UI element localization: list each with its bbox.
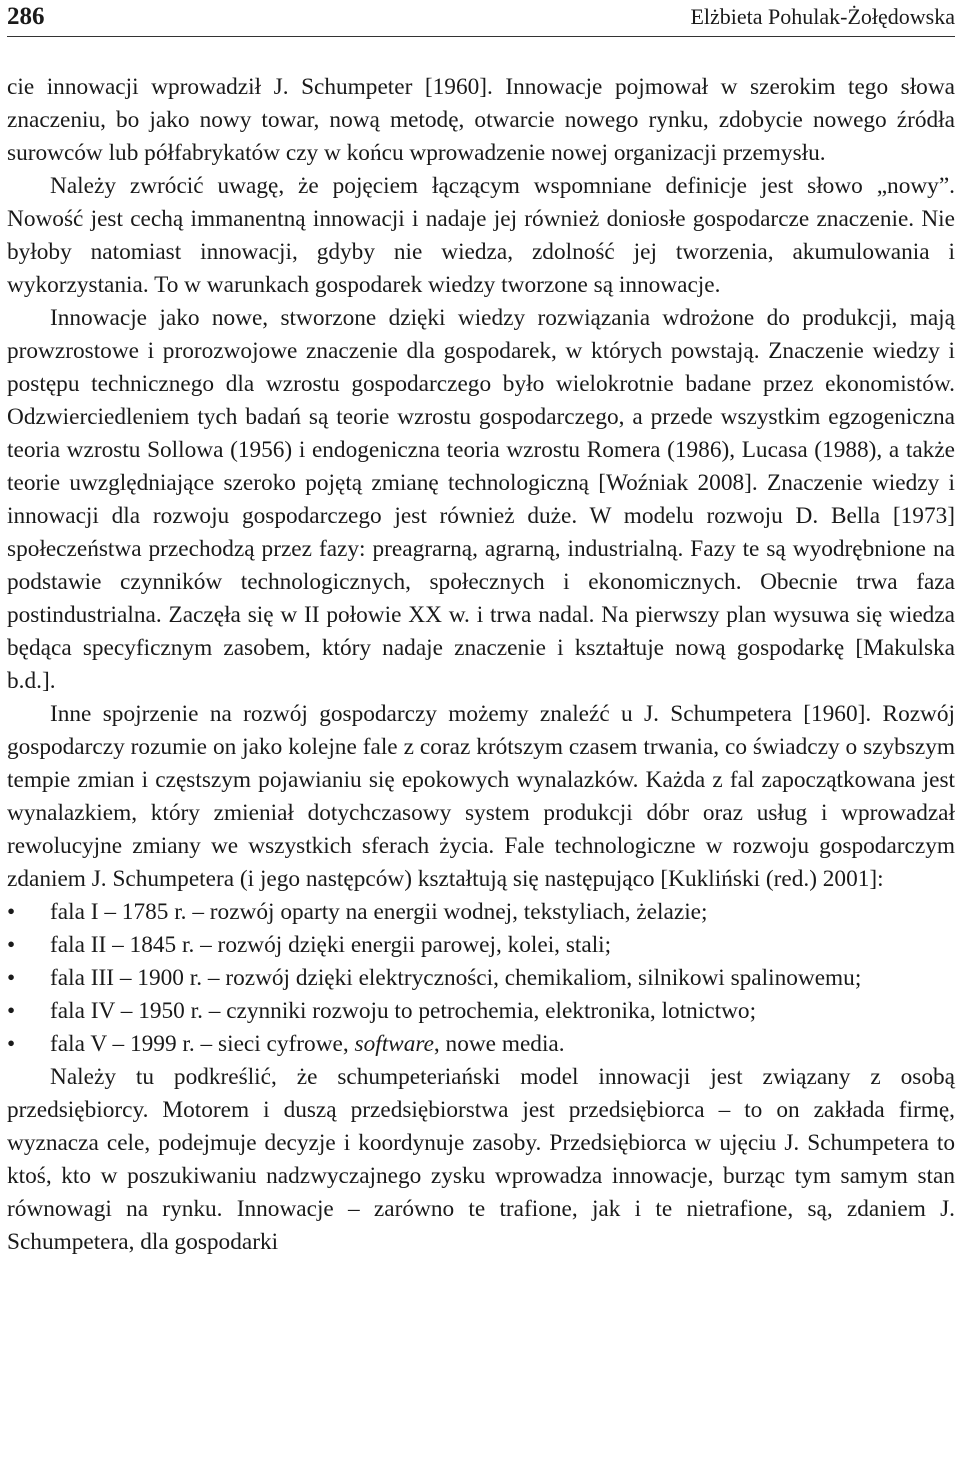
- document-page: [7, 0, 955, 1259]
- running-header: [7, 0, 955, 37]
- list-item-text: fala IV – 1950 r. – czynniki rozwoju to petrochemia, elektronika, lotnictwo;: [50, 998, 757, 1024]
- technology-waves-list: [7, 896, 955, 1061]
- bullet-icon: •: [7, 998, 16, 1024]
- paragraph-1: cie innowacji wprowadził J. Schumpeter [1960]. Innowacje pojmował w szerokim tego słowa znaczeniu, bo jako nowy towar, nową metodę, otwarcie nowego rynku, zdobycie nowego źródła surowców lub półfabrykatów czy w końcu wprowadzenie nowej organizacji przemysłu.: [7, 74, 955, 166]
- list-item-text: fala I – 1785 r. – rozwój oparty na energii wodnej, tekstyliach, żelazie;: [50, 899, 708, 925]
- paragraph-3: Innowacje jako nowe, stworzone dzięki wiedzy rozwiązania wdrożone do produkcji, mają prowzrostowe i prorozwojowe znaczenie dla gospodarek, w których powstają. Znaczenie wiedzy i postępu technicznego dla wzrostu gospodarczego było wielokrotnie badane przez ekonomistów. Odzwierciedleniem tych badań są teorie wzrostu gospodarczego, a przede wszystkim egzogeniczna teoria wzrostu Sollowa (1956) i endogeniczna teoria wzrostu Romera (1986), Lucasa (1988), a także teorie uwzględniające szeroko pojętą zmianę technologiczną [Woźniak 2008]. Znaczenie wiedzy i innowacji dla rozwoju gospodarczego jest również duże. W modelu rozwoju D. Bella [1973] społeczeństwa przechodzą przez fazy: preagrarną, agrarną, industrialną. Fazy te są wyodrębnione na podstawie czynników technologicznych, społecznych i ekonomicznych. Obecnie trwa faza postindustrialna. Zaczęła się w II połowie XX w. i trwa nadal. Na pierwszy plan wysuwa się wiedza będąca specyficznym zasobem, który nadaje znaczenie i kształtuje nową gospodarkę [Makulska b.d.].: [7, 305, 955, 694]
- paragraph-4: Inne spojrzenie na rozwój gospodarczy możemy znaleźć u J. Schumpetera [1960]. Rozwój gospodarczy rozumie on jako kolejne fale z coraz krótszym czasem trwania, co świadczy o szybszym tempie zmian i częstszym pojawianiu się epokowych wynalazków. Każda z fal zapoczątkowana jest wynalazkiem, który zmieniał dotychczasowy system produkcji dóbr oraz usług i wprowadzał rewolucyjne zmiany we wszystkich sferach życia. Fale technologiczne w rozwoju gospodarczym zdaniem J. Schumpetera (i jego następców) kształtują się następująco [Kukliński (red.) 2001]:: [7, 701, 955, 892]
- bullet-icon: •: [7, 932, 16, 958]
- list-item-text: fala II – 1845 r. – rozwój dzięki energii parowej, kolei, stali;: [50, 932, 612, 958]
- list-item: [7, 929, 955, 962]
- paragraph-2: Należy zwrócić uwagę, że pojęciem łączącym wspomniane definicje jest słowo „nowy”. Nowość jest cechą immanentną innowacji i nadaje jej również doniosłe gospodarcze znaczenie. Nie byłoby natomiast innowacji, gdyby nie wiedza, zdolność jej tworzenia, akumulowania i wykorzystania. To w warunkach gospodarek wiedzy tworzone są innowacje.: [7, 173, 955, 298]
- list-item: [7, 896, 955, 929]
- list-item-text: fala III – 1900 r. – rozwój dzięki elektryczności, chemikaliom, silnikowi spalinowemu;: [50, 965, 862, 991]
- list-item-text-start: fala V – 1999 r. – sieci cyfrowe,: [50, 1031, 355, 1057]
- list-item-text-end: , nowe media.: [433, 1031, 565, 1057]
- list-item: [7, 962, 955, 995]
- list-item: [7, 995, 955, 1028]
- bullet-icon: •: [7, 899, 16, 925]
- running-head-author: Elżbieta Pohulak-Żołędowska: [690, 4, 955, 29]
- bullet-icon: •: [7, 965, 16, 991]
- paragraph-5: Należy tu podkreślić, że schumpeteriański model innowacji jest związany z osobą przedsiębiorcy. Motorem i duszą przedsiębiorstwa jest przedsiębiorca – to on zakłada firmę, wyznacza cele, podejmuje decyzje i koordynuje zasoby. Przedsiębiorca w ujęciu J. Schumpetera to ktoś, kto w poszukiwaniu nadzwyczajnego zysku wprowadza innowacje, burząc tym samym stan równowagi na rynku. Innowacje – zarówno te trafione, jak i te nietrafione, są, zdaniem J. Schumpetera, dla gospodarki: [7, 1064, 955, 1255]
- body-text: [7, 71, 955, 1259]
- page-number: 286: [7, 3, 45, 30]
- list-item: [7, 1028, 955, 1061]
- bullet-icon: •: [7, 1031, 16, 1057]
- italic-term: software: [354, 1031, 434, 1057]
